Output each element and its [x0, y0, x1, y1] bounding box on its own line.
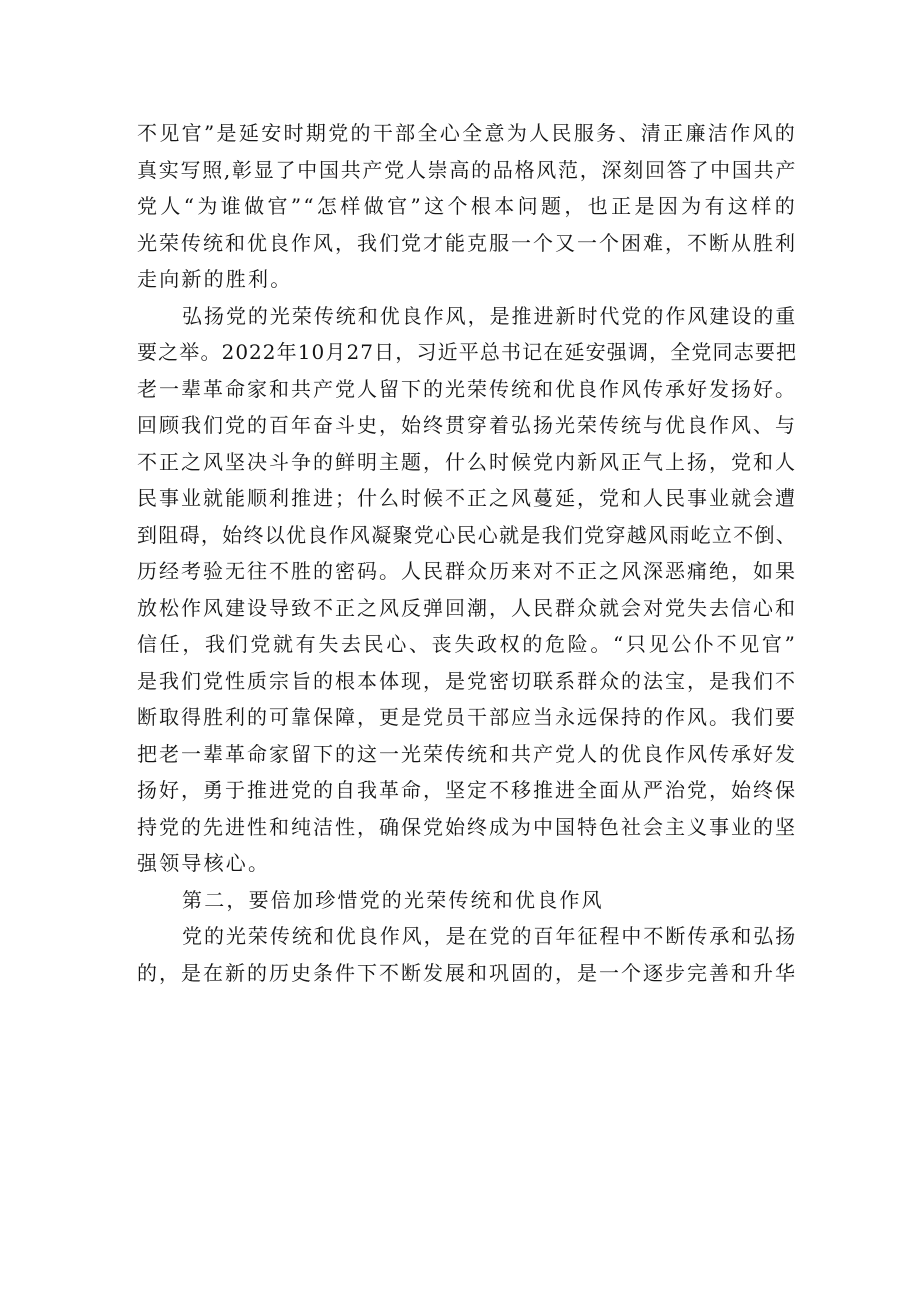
text-line: 党的光荣传统和优良作风，是在党的百年征程中不断传承和弘扬: [182, 924, 797, 948]
text-line: 回顾我们党的百年奋斗史，始终贯穿着弘扬光荣传统与优良作风、与: [137, 413, 797, 437]
text-line: 弘扬党的光荣传统和优良作风，是推进新时代党的作风建设的重: [182, 303, 797, 328]
text-line: 信任，我们党就有失去民心、丧失政权的危险。“只见公仆不见官”: [137, 632, 797, 656]
text-line: 放松作风建设导致不正之风反弹回潮，人民群众就会对党失去信心和: [137, 595, 797, 620]
document-body: [137, 115, 797, 991]
text-line: 是我们党性质宗旨的根本体现，是党密切联系群众的法宝，是我们不: [137, 668, 797, 693]
text-line: 持党的先进性和纯洁性，确保党始终成为中国特色社会主义事业的坚: [137, 814, 797, 839]
text-line: 要之举。2022年10月27日，习近平总书记在延安强调，全党同志要把: [137, 340, 797, 364]
text-line: 民事业就能顺利推进；什么时候不正之风蔓延，党和人民事业就会遭: [137, 486, 797, 510]
text-line: 断取得胜利的可靠保障，更是党员干部应当永远保持的作风。我们要: [137, 705, 797, 729]
text-line: 到阻碍，始终以优良作风凝聚党心民心就是我们党穿越风雨屹立不倒、: [137, 522, 797, 547]
text-line: 光荣传统和优良作风，我们党才能克服一个又一个困难，不断从胜利: [137, 230, 797, 255]
text-line: 真实写照,彰显了中国共产党人崇高的品格风范，深刻回答了中国共产: [137, 157, 797, 182]
text-line: 把老一辈革命家留下的这一光荣传统和共产党人的优良作风传承好发: [137, 741, 797, 766]
text-line: 老一辈革命家和共产党人留下的光荣传统和优良作风传承好发扬好。: [137, 376, 797, 401]
text-line: 走向新的胜利。: [137, 267, 293, 291]
paragraph-4: [137, 918, 797, 991]
text-line: 不正之风坚决斗争的鲜明主题，什么时候党内新风正气上扬，党和人: [137, 449, 797, 474]
paragraph-1: [137, 115, 797, 298]
text-line: 强领导核心。: [137, 851, 271, 875]
text-line: 不见官”是延安时期党的干部全心全意为人民服务、清正廉洁作风的: [137, 121, 797, 145]
text-line: 第二，要倍加珍惜党的光荣传统和优良作风: [182, 887, 604, 912]
text-line: 扬好，勇于推进党的自我革命，坚定不移推进全面从严治党，始终保: [137, 778, 797, 802]
text-line: 历经考验无往不胜的密码。人民群众历来对不正之风深恶痛绝，如果: [137, 559, 797, 583]
text-line: 党人“为谁做官”“怎样做官”这个根本问题，也正是因为有这样的: [137, 194, 797, 218]
section-heading: [137, 882, 797, 919]
text-line: 的，是在新的历史条件下不断发展和巩固的，是一个逐步完善和升华: [137, 960, 797, 985]
paragraph-2: [137, 298, 797, 882]
